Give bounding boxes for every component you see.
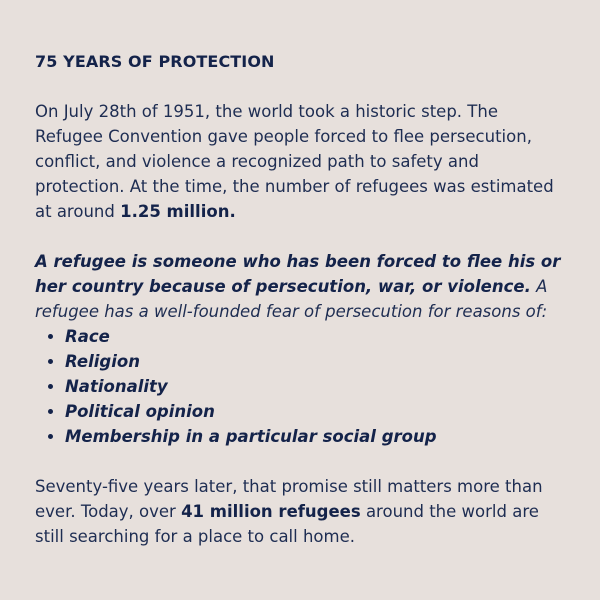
bullet-icon: [48, 434, 53, 439]
page-title: 75 YEARS OF PROTECTION: [35, 52, 275, 71]
closing-before: Seventy-five years later, that promise still matters more than ever. Today, over: [35, 477, 543, 521]
reason-social-group: Membership in a particular social group: [65, 427, 437, 446]
bullet-icon: [48, 409, 53, 414]
bullet-icon: [48, 334, 53, 339]
content-card: [35, 50, 565, 574]
list-item: [65, 324, 565, 349]
reason-religion: Religion: [65, 352, 140, 371]
definition-paragraph: [35, 249, 565, 324]
bullet-icon: [48, 359, 53, 364]
list-item: [65, 424, 565, 449]
definition-bold: A refugee is someone who has been forced to flee his or her country because of persecution, war, or violence.: [35, 252, 561, 296]
intro-text: On July 28th of 1951, the world took a historic step. The Refugee Convention gave people forced to flee persecution, conflict, and violence a recognized path to safety and protection. At the time, the number of refugees was estimated at around: [35, 102, 554, 221]
closing-after: around the world are still searching for a place to call home.: [35, 502, 539, 546]
reason-race: Race: [65, 327, 110, 346]
reason-political-opinion: Political opinion: [65, 402, 215, 421]
bullet-icon: [48, 384, 53, 389]
list-item: [65, 374, 565, 399]
definition-rest: A refugee has a well-founded fear of persecution for reasons of:: [35, 277, 548, 321]
intro-paragraph: [35, 99, 565, 224]
closing-highlight: 41 million refugees: [181, 502, 361, 521]
reason-nationality: Nationality: [65, 377, 168, 396]
list-item: [65, 349, 565, 374]
closing-paragraph: [35, 474, 565, 549]
intro-highlight: 1.25 million.: [120, 202, 236, 221]
list-item: [65, 399, 565, 424]
reasons-list: [35, 324, 565, 449]
